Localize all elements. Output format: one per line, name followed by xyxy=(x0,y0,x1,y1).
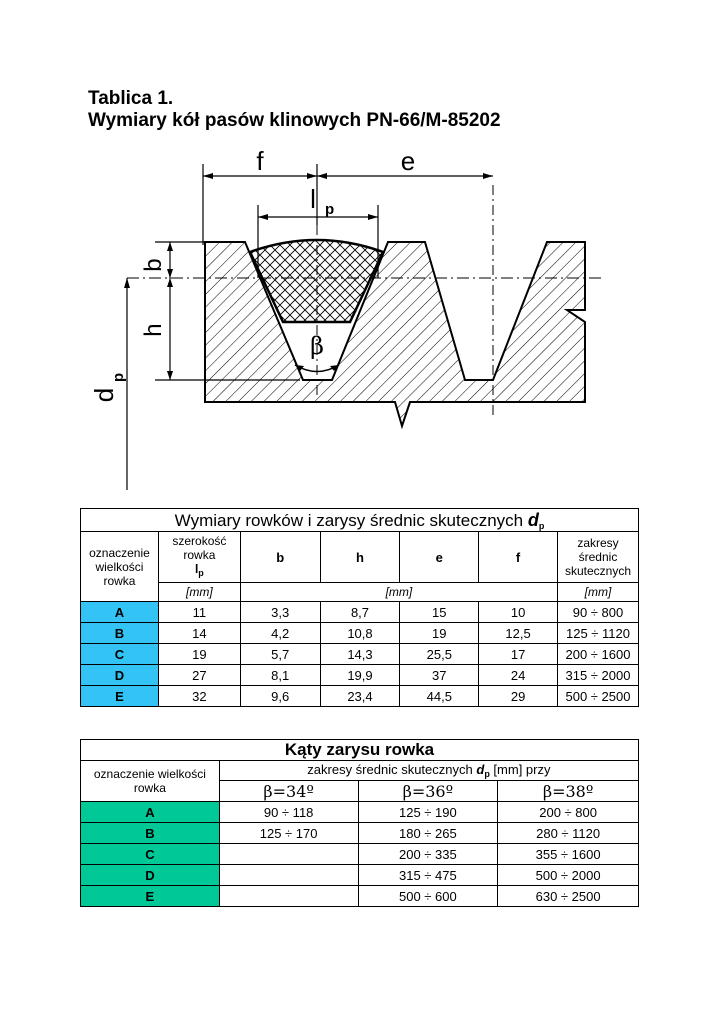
table2-col-designation: oznaczenie wielkości rowka xyxy=(81,761,220,802)
table-row: C 19 5,7 14,3 25,5 17 200 ÷ 1600 xyxy=(81,644,639,665)
angle-beta-label: β xyxy=(310,332,324,360)
groove-angles-table xyxy=(80,739,639,907)
table-row: E 32 9,6 23,4 44,5 29 500 ÷ 2500 xyxy=(81,686,639,707)
table-row: D 315 ÷ 475 500 ÷ 2000 xyxy=(81,865,639,886)
table1-unit-width: [mm] xyxy=(158,583,240,602)
table1-unit-range: [mm] xyxy=(557,583,638,602)
table-row: A 90 ÷ 118 125 ÷ 190 200 ÷ 800 xyxy=(81,802,639,823)
table-row: B 14 4,2 10,8 19 12,5 125 ÷ 1120 xyxy=(81,623,639,644)
table1-col-designation: oznaczenie wielkości rowka xyxy=(81,532,159,602)
table-row: B 125 ÷ 170 180 ÷ 265 280 ÷ 1120 xyxy=(81,823,639,844)
table2-title: Kąty zarysu rowka xyxy=(81,740,639,761)
table1-col-h: h xyxy=(320,532,400,583)
table2-col-beta38: β=38º xyxy=(498,781,639,802)
dimension-dp-label: d xyxy=(89,387,119,403)
table-row: E 500 ÷ 600 630 ÷ 2500 xyxy=(81,886,639,907)
groove-dimensions-table xyxy=(80,508,639,707)
table1-col-e: e xyxy=(400,532,479,583)
dimension-b-label: b xyxy=(140,258,167,272)
table1-col-range: zakresy średnic skutecznych xyxy=(557,532,638,583)
table-row: C 200 ÷ 335 355 ÷ 1600 xyxy=(81,844,639,865)
table-row: A 11 3,3 8,7 15 10 90 ÷ 800 xyxy=(81,602,639,623)
dimension-h-label: h xyxy=(140,323,167,337)
table1-unit-dims: [mm] xyxy=(240,583,557,602)
dimension-lp-label: l xyxy=(310,184,316,214)
table-heading-number: Tablica 1. xyxy=(88,88,174,109)
table1-col-f: f xyxy=(479,532,558,583)
table-row: D 27 8,1 19,9 37 24 315 ÷ 2000 xyxy=(81,665,639,686)
svg-text:p: p xyxy=(325,201,335,218)
table2-subtitle: zakresy średnic skutecznych $d_p$ [mm] przy xyxy=(219,761,638,781)
v-belt-groove-drawing xyxy=(89,146,615,495)
table2-col-beta36: β=36º xyxy=(358,781,498,802)
dimension-f-label: f xyxy=(256,146,264,176)
table1-col-b: b xyxy=(240,532,320,583)
table1-col-width: szerokość rowka $l_p$ xyxy=(158,532,240,583)
table1-title: Wymiary rowków i zarysy średnic skutecznych $d_p$ xyxy=(81,509,639,532)
table-heading-title: Wymiary kół pasów klinowych PN-66/M-85202 xyxy=(88,110,501,131)
table2-col-beta34: β=34º xyxy=(219,781,358,802)
dimension-e-label: e xyxy=(400,146,416,176)
svg-text:p: p xyxy=(110,372,127,382)
